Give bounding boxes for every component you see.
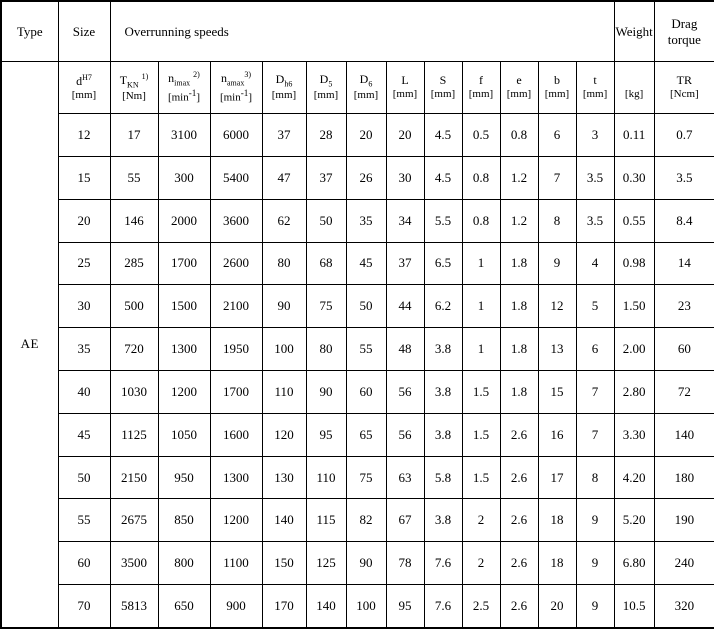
cell-weight: 0.55 — [614, 199, 654, 242]
cell-d5: 75 — [306, 285, 346, 328]
cell-tkn: 500 — [110, 285, 158, 328]
cell-dh6: 140 — [262, 499, 306, 542]
cell-tkn: 285 — [110, 242, 158, 285]
cell-tr: 180 — [654, 456, 714, 499]
cell-namax: 900 — [210, 585, 262, 628]
cell-e: 2.6 — [500, 585, 538, 628]
cell-e: 2.6 — [500, 456, 538, 499]
col-tkn: $T_{KN}$ $^{1)}$ [Nm] — [110, 62, 158, 114]
cell-d6: 26 — [346, 156, 386, 199]
cell-d: 55 — [58, 499, 110, 542]
cell-b: 15 — [538, 371, 576, 414]
cell-weight: 3.30 — [614, 413, 654, 456]
cell-d6: 75 — [346, 456, 386, 499]
table-row — [1, 199, 714, 242]
cell-d: 35 — [58, 328, 110, 371]
cell-s: 4.5 — [424, 114, 462, 157]
cell-dh6: 170 — [262, 585, 306, 628]
cell-d: 45 — [58, 413, 110, 456]
cell-weight: 2.80 — [614, 371, 654, 414]
cell-t: 7 — [576, 413, 614, 456]
cell-d5: 115 — [306, 499, 346, 542]
cell-d: 60 — [58, 542, 110, 585]
cell-d6: 45 — [346, 242, 386, 285]
cell-namax: 2600 — [210, 242, 262, 285]
cell-d5: 80 — [306, 328, 346, 371]
col-d: $d^{H7}$ [mm] — [58, 62, 110, 114]
cell-d6: 50 — [346, 285, 386, 328]
cell-tr: 14 — [654, 242, 714, 285]
cell-d6: 90 — [346, 542, 386, 585]
header-row-symbols — [1, 62, 714, 114]
cell-dh6: 100 — [262, 328, 306, 371]
cell-f: 1.5 — [462, 371, 500, 414]
cell-s: 7.6 — [424, 542, 462, 585]
cell-d: 12 — [58, 114, 110, 157]
col-f: f [mm] — [462, 62, 500, 114]
cell-b: 9 — [538, 242, 576, 285]
cell-tr: 8.4 — [654, 199, 714, 242]
table-row — [1, 456, 714, 499]
cell-nimax: 2000 — [158, 199, 210, 242]
cell-namax: 1200 — [210, 499, 262, 542]
cell-l: 20 — [386, 114, 424, 157]
cell-d: 70 — [58, 585, 110, 628]
cell-d: 40 — [58, 371, 110, 414]
cell-namax: 2100 — [210, 285, 262, 328]
cell-e: 1.8 — [500, 285, 538, 328]
cell-b: 18 — [538, 499, 576, 542]
cell-t: 3 — [576, 114, 614, 157]
table-row — [1, 371, 714, 414]
table-row — [1, 114, 714, 157]
col-b: b [mm] — [538, 62, 576, 114]
cell-tkn: 1030 — [110, 371, 158, 414]
cell-s: 4.5 — [424, 156, 462, 199]
table-row — [1, 242, 714, 285]
cell-tkn: 720 — [110, 328, 158, 371]
cell-dh6: 110 — [262, 371, 306, 414]
cell-d6: 20 — [346, 114, 386, 157]
col-weight: [kg] — [614, 62, 654, 114]
cell-tr: 60 — [654, 328, 714, 371]
cell-dh6: 90 — [262, 285, 306, 328]
table-row — [1, 499, 714, 542]
cell-f: 1 — [462, 285, 500, 328]
cell-nimax: 650 — [158, 585, 210, 628]
cell-dh6: 47 — [262, 156, 306, 199]
cell-namax: 1100 — [210, 542, 262, 585]
cell-d5: 125 — [306, 542, 346, 585]
cell-d5: 140 — [306, 585, 346, 628]
header-row-top — [1, 1, 714, 62]
table-row — [1, 156, 714, 199]
header-overrunning-speeds: Overrunning speeds — [110, 1, 614, 62]
type-value-cell: AE — [1, 62, 58, 628]
cell-dh6: 62 — [262, 199, 306, 242]
cell-e: 0.8 — [500, 114, 538, 157]
cell-weight: 6.80 — [614, 542, 654, 585]
cell-f: 0.8 — [462, 156, 500, 199]
cell-tr: 190 — [654, 499, 714, 542]
cell-weight: 5.20 — [614, 499, 654, 542]
cell-tr: 3.5 — [654, 156, 714, 199]
cell-d: 20 — [58, 199, 110, 242]
cell-d: 50 — [58, 456, 110, 499]
cell-t: 5 — [576, 285, 614, 328]
col-tr: TR [Ncm] — [654, 62, 714, 114]
cell-dh6: 80 — [262, 242, 306, 285]
cell-e: 2.6 — [500, 413, 538, 456]
cell-d5: 110 — [306, 456, 346, 499]
table-row — [1, 413, 714, 456]
cell-l: 34 — [386, 199, 424, 242]
cell-weight: 1.50 — [614, 285, 654, 328]
cell-dh6: 130 — [262, 456, 306, 499]
cell-d6: 100 — [346, 585, 386, 628]
cell-nimax: 950 — [158, 456, 210, 499]
cell-tr: 0.7 — [654, 114, 714, 157]
cell-f: 1 — [462, 328, 500, 371]
cell-f: 1 — [462, 242, 500, 285]
cell-namax: 1950 — [210, 328, 262, 371]
cell-t: 4 — [576, 242, 614, 285]
cell-tr: 72 — [654, 371, 714, 414]
cell-s: 6.5 — [424, 242, 462, 285]
col-t: t [mm] — [576, 62, 614, 114]
cell-s: 3.8 — [424, 499, 462, 542]
cell-tr: 140 — [654, 413, 714, 456]
cell-e: 1.2 — [500, 199, 538, 242]
cell-e: 1.2 — [500, 156, 538, 199]
cell-d5: 50 — [306, 199, 346, 242]
cell-t: 3.5 — [576, 156, 614, 199]
table-row — [1, 285, 714, 328]
cell-namax: 3600 — [210, 199, 262, 242]
cell-e: 1.8 — [500, 371, 538, 414]
cell-namax: 5400 — [210, 156, 262, 199]
cell-s: 7.6 — [424, 585, 462, 628]
cell-s: 5.8 — [424, 456, 462, 499]
cell-weight: 10.5 — [614, 585, 654, 628]
cell-b: 7 — [538, 156, 576, 199]
cell-d6: 82 — [346, 499, 386, 542]
cell-l: 63 — [386, 456, 424, 499]
header-size: Size — [58, 1, 110, 62]
cell-f: 0.8 — [462, 199, 500, 242]
cell-dh6: 37 — [262, 114, 306, 157]
cell-tkn: 2150 — [110, 456, 158, 499]
cell-d5: 37 — [306, 156, 346, 199]
cell-tkn: 5813 — [110, 585, 158, 628]
cell-e: 2.6 — [500, 542, 538, 585]
cell-t: 9 — [576, 585, 614, 628]
cell-s: 3.8 — [424, 371, 462, 414]
cell-e: 1.8 — [500, 328, 538, 371]
header-weight: Weight — [614, 1, 654, 62]
col-d5: $D_5$ [mm] — [306, 62, 346, 114]
cell-l: 48 — [386, 328, 424, 371]
cell-weight: 4.20 — [614, 456, 654, 499]
cell-e: 1.8 — [500, 242, 538, 285]
col-d6: $D_6$ [mm] — [346, 62, 386, 114]
cell-b: 8 — [538, 199, 576, 242]
cell-nimax: 850 — [158, 499, 210, 542]
cell-b: 17 — [538, 456, 576, 499]
cell-tr: 23 — [654, 285, 714, 328]
cell-l: 56 — [386, 371, 424, 414]
cell-nimax: 1300 — [158, 328, 210, 371]
cell-namax: 6000 — [210, 114, 262, 157]
cell-l: 56 — [386, 413, 424, 456]
cell-d6: 35 — [346, 199, 386, 242]
cell-tr: 240 — [654, 542, 714, 585]
cell-d: 30 — [58, 285, 110, 328]
cell-nimax: 3100 — [158, 114, 210, 157]
cell-b: 13 — [538, 328, 576, 371]
cell-s: 3.8 — [424, 413, 462, 456]
cell-t: 3.5 — [576, 199, 614, 242]
cell-s: 3.8 — [424, 328, 462, 371]
cell-l: 37 — [386, 242, 424, 285]
cell-d6: 60 — [346, 371, 386, 414]
cell-s: 6.2 — [424, 285, 462, 328]
header-type: Type — [1, 1, 58, 62]
cell-tkn: 17 — [110, 114, 158, 157]
cell-l: 78 — [386, 542, 424, 585]
header-drag-torque: Drag torque — [654, 1, 714, 62]
cell-tkn: 146 — [110, 199, 158, 242]
cell-dh6: 120 — [262, 413, 306, 456]
cell-dh6: 150 — [262, 542, 306, 585]
cell-d: 25 — [58, 242, 110, 285]
cell-d5: 90 — [306, 371, 346, 414]
cell-d: 15 — [58, 156, 110, 199]
cell-b: 6 — [538, 114, 576, 157]
cell-d5: 68 — [306, 242, 346, 285]
cell-l: 95 — [386, 585, 424, 628]
col-e: e [mm] — [500, 62, 538, 114]
cell-tkn: 2675 — [110, 499, 158, 542]
cell-t: 6 — [576, 328, 614, 371]
cell-l: 67 — [386, 499, 424, 542]
cell-nimax: 1500 — [158, 285, 210, 328]
table-row — [1, 328, 714, 371]
cell-l: 44 — [386, 285, 424, 328]
cell-s: 5.5 — [424, 199, 462, 242]
cell-d6: 55 — [346, 328, 386, 371]
cell-b: 12 — [538, 285, 576, 328]
col-namax: $n_{amax}^{3)}$ $[\min^{-1}]$ — [210, 62, 262, 114]
table-row — [1, 585, 714, 628]
cell-b: 16 — [538, 413, 576, 456]
cell-f: 1.5 — [462, 456, 500, 499]
cell-tkn: 3500 — [110, 542, 158, 585]
table-row — [1, 542, 714, 585]
cell-d5: 28 — [306, 114, 346, 157]
cell-tkn: 1125 — [110, 413, 158, 456]
cell-weight: 0.30 — [614, 156, 654, 199]
cell-e: 2.6 — [500, 499, 538, 542]
cell-t: 9 — [576, 542, 614, 585]
cell-nimax: 1200 — [158, 371, 210, 414]
cell-d6: 65 — [346, 413, 386, 456]
cell-nimax: 1700 — [158, 242, 210, 285]
cell-namax: 1600 — [210, 413, 262, 456]
cell-b: 20 — [538, 585, 576, 628]
cell-tkn: 55 — [110, 156, 158, 199]
col-l: L [mm] — [386, 62, 424, 114]
cell-namax: 1700 — [210, 371, 262, 414]
cell-f: 0.5 — [462, 114, 500, 157]
cell-nimax: 300 — [158, 156, 210, 199]
cell-weight: 2.00 — [614, 328, 654, 371]
cell-t: 9 — [576, 499, 614, 542]
cell-weight: 0.11 — [614, 114, 654, 157]
cell-weight: 0.98 — [614, 242, 654, 285]
cell-nimax: 1050 — [158, 413, 210, 456]
cell-f: 2 — [462, 542, 500, 585]
cell-nimax: 800 — [158, 542, 210, 585]
cell-f: 1.5 — [462, 413, 500, 456]
cell-l: 30 — [386, 156, 424, 199]
cell-namax: 1300 — [210, 456, 262, 499]
col-s: S [mm] — [424, 62, 462, 114]
cell-f: 2.5 — [462, 585, 500, 628]
cell-tr: 320 — [654, 585, 714, 628]
col-dh6: $D_{h6}$ [mm] — [262, 62, 306, 114]
cell-t: 8 — [576, 456, 614, 499]
col-nimax: $n_{imax}$ $^{2)}$ $[\min^{-1}]$ — [158, 62, 210, 114]
cell-d5: 95 — [306, 413, 346, 456]
cell-b: 18 — [538, 542, 576, 585]
cell-f: 2 — [462, 499, 500, 542]
cell-t: 7 — [576, 371, 614, 414]
